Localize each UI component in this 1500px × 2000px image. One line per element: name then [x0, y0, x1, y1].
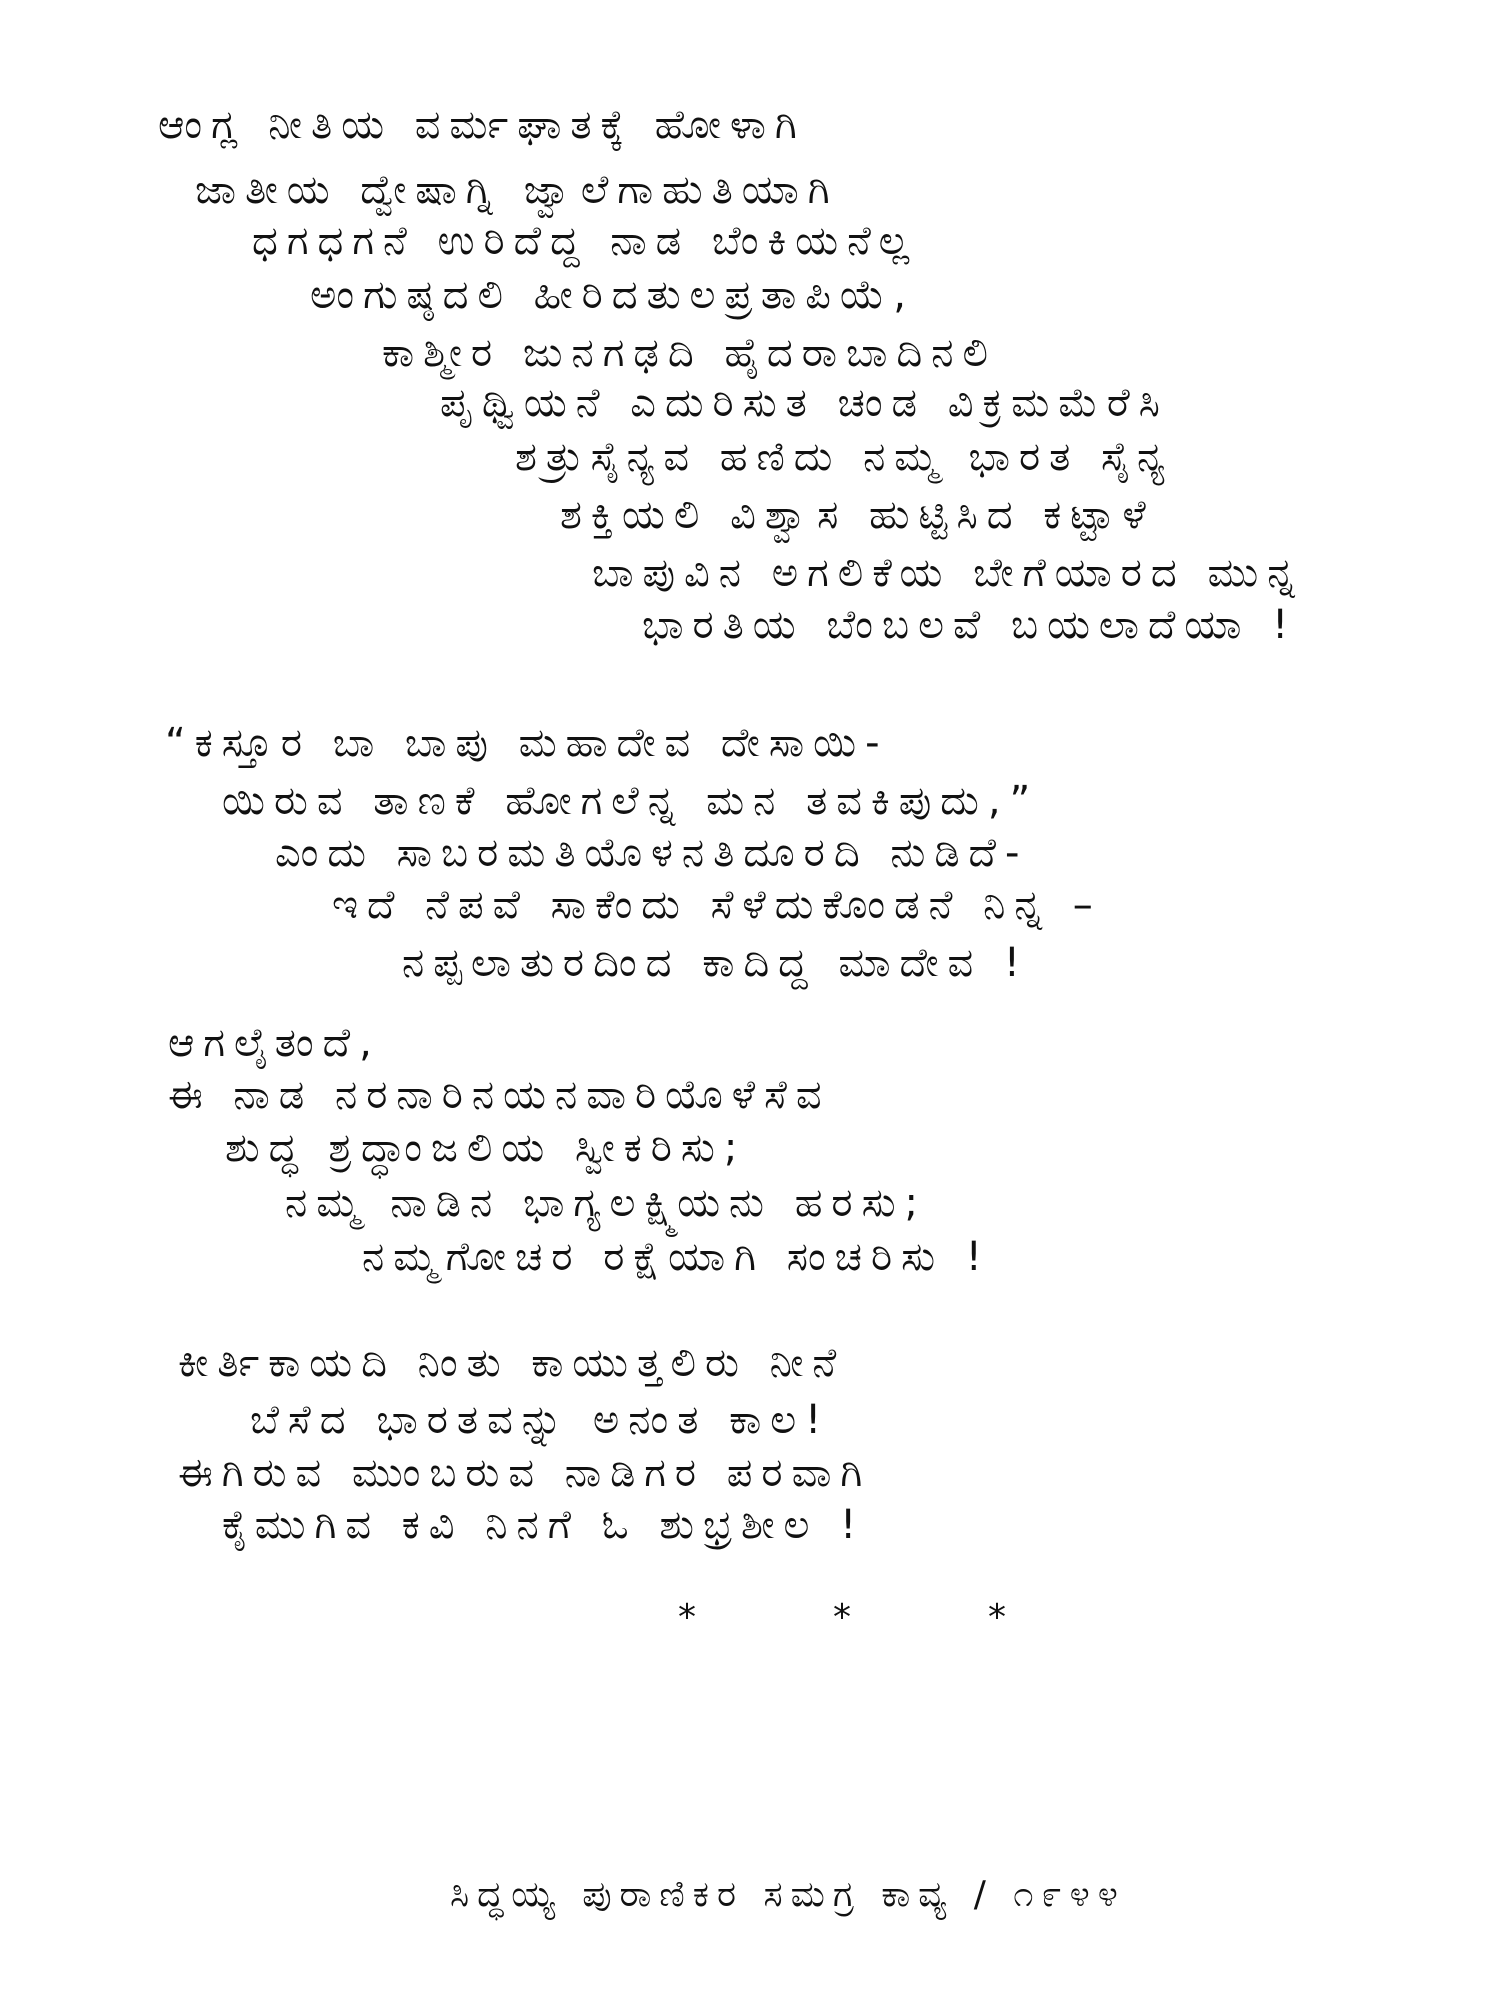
- separator-star: *: [988, 1597, 1006, 1638]
- poem-line: ಬೆಸೆದ ಭಾರತವನ್ನು ಅನಂತ ಕಾಲ!: [250, 1397, 831, 1443]
- poem-line: ಆಂಗ್ಲ ನೀತಿಯ ವರ್ಮಘಾತಕ್ಕೆ ಹೋಳಾಗಿ: [158, 102, 806, 148]
- poem-line: ಭಾರತಿಯ ಬೆಂಬಲವೆ ಬಯಲಾದೆಯಾ !: [642, 602, 1298, 648]
- poem-line: ಈಗಿರುವ ಮುಂಬರುವ ನಾಡಿಗರ ಪರವಾಗಿ: [178, 1450, 872, 1496]
- section-separator: [678, 1598, 1143, 1638]
- poem-line: “ಕಸ್ತೂರ ಬಾ ಬಾಪು ಮಹಾದೇವ ದೇಸಾಯಿ-: [165, 720, 889, 766]
- poem-line: ಆಗಲೈತಂದೆ,: [168, 1020, 381, 1066]
- poem-line: ಯಿರುವ ತಾಣಕೆ ಹೋಗಲೆನ್ನ ಮನ ತವಕಿಪುದು,”: [222, 778, 1040, 824]
- poem-line: ಜಾತೀಯ ದ್ವೇಷಾಗ್ನಿ ಜ್ವಾಲೆಗಾಹುತಿಯಾಗಿ: [195, 167, 839, 213]
- poem-line: ಧಗಧಗನೆ ಉರಿದೆದ್ದ ನಾಡ ಬೆಂಕಿಯನೆಲ್ಲ: [252, 218, 919, 264]
- poem-line: ಕಾಶ್ಮೀರ ಜುನಗಢದಿ ಹೈದರಾಬಾದಿನಲಿ: [382, 330, 997, 376]
- page-footer: ಸಿದ್ಧಯ್ಯ ಪುರಾಣಿಕರ ಸಮಗ್ರ ಕಾವ್ಯ / ೧೯೪೪: [450, 1874, 1126, 1915]
- poem-line: ಅಂಗುಷ್ಠದಲಿ ಹೀರಿದತುಲಪ್ರತಾಪಿಯೆ,: [310, 272, 915, 318]
- poem-line: ಶಕ್ತಿಯಲಿ ವಿಶ್ವಾಸ ಹುಟ್ಟಿಸಿದ ಕಟ್ಟಾಳೆ: [560, 492, 1155, 538]
- poem-line: ಈ ನಾಡ ನರನಾರಿನಯನವಾರಿಯೊಳೆಸೆವ: [168, 1072, 831, 1118]
- poem-line: ಇದೆ ನೆಪವೆ ಸಾಕೆಂದು ಸೆಳೆದುಕೊಂಡನೆ ನಿನ್ನ –: [332, 882, 1102, 928]
- poem-line: ಶುದ್ಧ ಶ್ರದ್ಧಾಂಜಲಿಯ ಸ್ವೀಕರಿಸು;: [225, 1125, 747, 1171]
- poem-line: ಬಾಪುವಿನ ಅಗಲಿಕೆಯ ಬೇಗೆಯಾರದ ಮುನ್ನ: [592, 550, 1304, 596]
- poem-line: ನಪ್ಪಲಾತುರದಿಂದ ಕಾದಿದ್ದ ಮಾದೇವ !: [402, 940, 1029, 986]
- poem-line: ಕೈಮುಗಿವ ಕವಿ ನಿನಗೆ ಓ ಶುಭ್ರಶೀಲ !: [222, 1502, 866, 1548]
- poem-line: ಶತ್ರುಸೈನ್ಯವ ಹಣಿದು ನಮ್ಮ ಭಾರತ ಸೈನ್ಯ: [515, 434, 1174, 480]
- separator-star: *: [833, 1597, 851, 1638]
- poem-line: ಪೃಥ್ವಿಯನೆ ಎದುರಿಸುತ ಚಂಡ ವಿಕ್ರಮಮೆರೆಸಿ: [440, 380, 1169, 426]
- poem-line: ಎಂದು ಸಾಬರಮತಿಯೊಳನತಿದೂರದಿ ನುಡಿದೆ-: [275, 830, 1029, 876]
- poem-line: ನಮ್ಮ ನಾಡಿನ ಭಾಗ್ಯಲಕ್ಷ್ಮಿಯನು ಹರಸು;: [285, 1180, 928, 1226]
- separator-star: *: [678, 1597, 696, 1638]
- poem-line: ನಮ್ಮಗೋಚರ ರಕ್ಷೆಯಾಗಿ ಸಂಚರಿಸು !: [362, 1234, 991, 1280]
- poem-line: ಕೀರ್ತಿಕಾಯದಿ ನಿಂತು ಕಾಯುತ್ತಲಿರು ನೀನೆ: [178, 1340, 846, 1386]
